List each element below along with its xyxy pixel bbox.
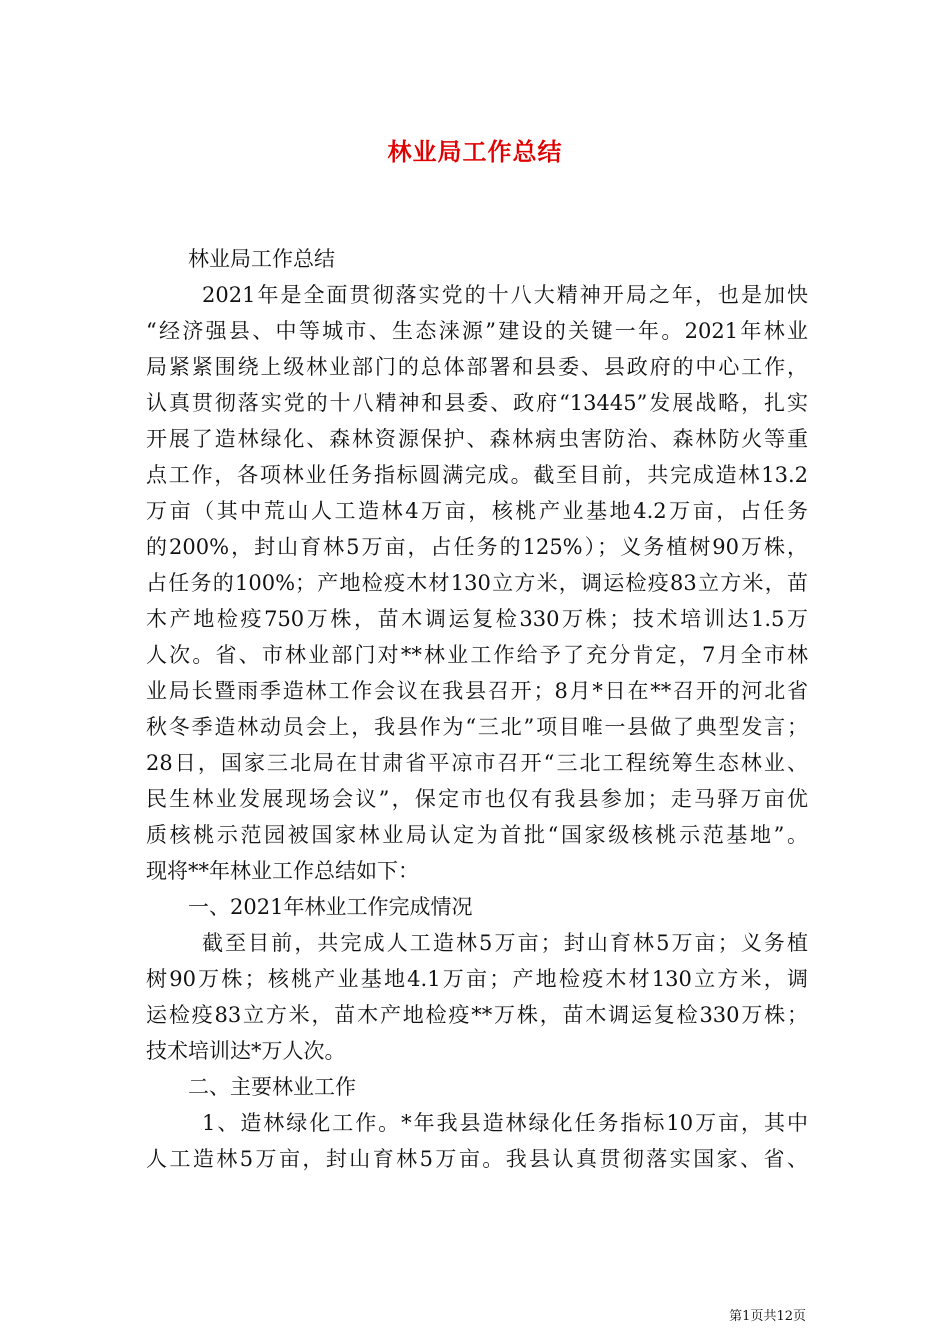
section-1-heading: 一、2021年林业工作完成情况 bbox=[188, 895, 473, 919]
paragraph-1-line: 人次。省、市林业部门对**林业工作给予了充分肯定，7月全市林 bbox=[146, 643, 808, 667]
page-number: 第1页共12页 bbox=[729, 1309, 806, 1324]
paragraph-1-line: 28日，国家三北局在甘肃省平凉市召开“三北工程统筹生态林业、 bbox=[146, 751, 808, 775]
paragraph-1-line: 现将**年林业工作总结如下： bbox=[146, 859, 419, 883]
paragraph-1-line: 占任务的100%；产地检疫木材130立方米，调运检疫83立方米，苗 bbox=[146, 571, 808, 595]
paragraph-1-line: 开展了造林绿化、森林资源保护、森林病虫害防治、森林防火等重 bbox=[146, 427, 808, 451]
paragraph-2-line: 截至目前，共完成人工造林5万亩；封山育林5万亩；义务植 bbox=[202, 931, 808, 955]
paragraph-2-line: 运检疫83立方米，苗木产地检疫**万株，苗木调运复检330万株； bbox=[146, 1003, 808, 1027]
paragraph-2-line: 技术培训达*万人次。 bbox=[146, 1039, 346, 1063]
document-title: 林业局工作总结 bbox=[387, 137, 563, 166]
paragraph-1-line: “经济强县、中等城市、生态涞源”建设的关键一年。2021年林业 bbox=[146, 319, 808, 343]
paragraph-1-line: 认真贯彻落实党的十八精神和县委、政府“13445”发展战略，扎实 bbox=[146, 391, 808, 415]
paragraph-3-line: 1、造林绿化工作。*年我县造林绿化任务指标10万亩，其中 bbox=[202, 1111, 808, 1135]
paragraph-1-line: 万亩（其中荒山人工造林4万亩，核桃产业基地4.2万亩，占任务 bbox=[146, 499, 808, 523]
paragraph-1-line: 业局长暨雨季造林工作会议在我县召开；8月*日在**召开的河北省 bbox=[146, 679, 808, 703]
paragraph-1-line: 秋冬季造林动员会上，我县作为“三北”项目唯一县做了典型发言； bbox=[146, 715, 808, 739]
paragraph-1-line: 的200%，封山育林5万亩，占任务的125%）；义务植树90万株， bbox=[146, 535, 808, 559]
paragraph-1-line: 点工作，各项林业任务指标圆满完成。截至目前，共完成造林13.2 bbox=[146, 463, 808, 487]
section-2-heading: 二、主要林业工作 bbox=[188, 1075, 356, 1099]
paragraph-1-line: 质核桃示范园被国家林业局认定为首批“国家级核桃示范基地”。 bbox=[146, 823, 808, 847]
heading-line: 林业局工作总结 bbox=[188, 247, 335, 271]
paragraph-1-line: 局紧紧围绕上级林业部门的总体部署和县委、县政府的中心工作， bbox=[146, 355, 808, 379]
paragraph-1-line: 民生林业发展现场会议”，保定市也仅有我县参加；走马驿万亩优 bbox=[146, 787, 808, 811]
paragraph-1-line: 木产地检疫750万株，苗木调运复检330万株；技术培训达1.5万 bbox=[146, 607, 808, 631]
paragraph-2-line: 树90万株；核桃产业基地4.1万亩；产地检疫木材130立方米，调 bbox=[146, 967, 808, 991]
document-body bbox=[146, 241, 808, 1177]
paragraph-1-line: 2021年是全面贯彻落实党的十八大精神开局之年，也是加快 bbox=[202, 283, 808, 307]
paragraph-3-line: 人工造林5万亩，封山育林5万亩。我县认真贯彻落实国家、省、 bbox=[146, 1147, 808, 1171]
